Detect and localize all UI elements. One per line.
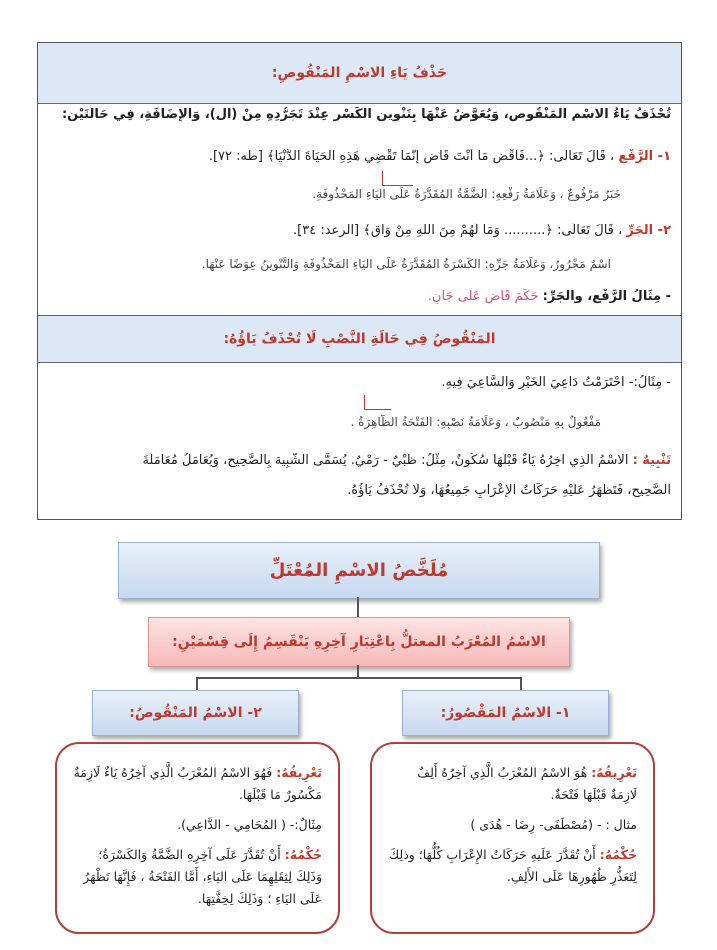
section2-arrow xyxy=(364,395,391,410)
note-line1 xyxy=(48,453,671,468)
case1-label: ١- الرَّفْعِ xyxy=(618,149,671,164)
grammar-sheet xyxy=(37,42,682,520)
category-manqus: ٢- الاسْمُ المَنْقُوصُ: xyxy=(92,690,299,736)
manqus-rule-label: حُكْمُهُ: xyxy=(284,847,322,862)
maqsur-rule-label: حُكْمُهُ: xyxy=(599,847,637,862)
section1-rule: تُحْذَفُ يَاءُ الاسْمِ المَنْقُوصِ، وَيُعَوَّضُ عَنْهَا بِتَنْوِينِ الكَسْرِ عِنْدَ تَجَرُّدِهِ مِنْ (ال)، وَالإِضَافَةِ، فِي حَالَتَيْنِ: xyxy=(61,107,671,122)
note-label: تَنْبِيهٌ : xyxy=(632,453,671,468)
manqus-rule-text: أَنْ تُقَدَّرَ عَلَى آخِرِهِ الضَّمَّةُ وَالكَسْرَةُ؛ وَذَلِكَ لِثِقَلِهِمَا عَلَى اليَاءِ، أَمَّا الفَتْحَةُ ، فَإِنَّهَا تَظْهَرُ عَلَى اليَاءِ ؛ وَذَلِكَ لِخِفَّتِهَا. xyxy=(83,847,322,906)
case2-text: ، قَالَ تَعَالَى: ﴿.......... وَمَا لَهُمْ مِنَ اللَّهِ مِنْ وَاقٍ﴾ [الرعد: ٣٤]. xyxy=(293,223,623,238)
case1-text: ، قَالَ تَعَالَى: ﴿...فَاقْضِ مَا أَنْتَ قَاضٍ إِنَّمَا تَقْضِي هَذِهِ الْحَيَاةَ الدُّنْيَا﴾ [طه: ٧٢]. xyxy=(208,149,615,164)
manqus-def-text: فَهُوَ الاسْمُ المُعْرَبُ الَّذِي آخِرُهُ يَاءٌ لَازِمَةٌ مَكْسُورٌ مَا قَبْلَهَا. xyxy=(73,765,322,802)
maqsur-def-text: هُوَ الاسْمُ المُعْرَبُ الَّذِي آخِرُهُ أَلِفٌ لَازِمَةٌ قَبْلَهَا فَتْحَةٌ. xyxy=(417,765,637,802)
manqus-example: مِثَالٌ:- ( المُحَامِي - الدَّاعِي). xyxy=(177,817,322,832)
connector-top xyxy=(357,597,359,617)
note-text1: الاسْمُ الَّذِي آخِرُهُ يَاءٌ قَبْلَهَا سُكُونٌ، مِثْلُ: ظَبْيٌ - رَمْيٌ. يُسَمَّى الشَّبِيهَ بِالصَّحِيحِ، وَيُعَامَلُ مُعَامَلَةَ xyxy=(142,453,629,468)
connector-mid xyxy=(357,665,359,677)
section2-example-note: مَفْعُولٌ بِهِ مَنْصُوبٌ ، وَعَلَامَةُ نَصْبِهِ: الفَتْحَةُ الظَّاهِرَةُ . xyxy=(350,415,601,429)
connector-right xyxy=(520,677,522,690)
note-line2: الصَّحِيحِ، فَتَظْهَرُ عَلَيْهِ حَرَكَاتُ الإِعْرَابِ جَمِيعُهَا، وَلَا تُحْذَفُ يَاؤُهُ. xyxy=(347,483,671,498)
summary-subtitle: الاسْمُ المُعْرَبُ المعتلُّ بِاعْتِبَارِ آخِرِهِ يَنْقَسِمُ إِلَى قِسْمَيْنِ: xyxy=(148,617,570,667)
section1-header: حَذْفُ يَاءِ الاسْمِ المَنْقُوصِ: xyxy=(38,43,681,104)
maqsur-example: مثال : - (مُصْطَفَى- رِضَا - هُدَى ) xyxy=(470,817,637,832)
section2-header: المَنْقُوصُ فِي حَالَةِ النَّصْبِ لَا تُحْذَفُ يَاؤُهُ: xyxy=(38,315,681,363)
category-maqsur: ١- الاسْمُ المَقْصُورُ: xyxy=(402,690,609,736)
maqsur-rule-text: أَنْ تُقَدَّرَ عَلَيهِ حَرَكَاتُ الإِعْرَابِ كُلُّهَا؛ وذلِكَ لِتَعَذُّرِ ظُهُورِهَا عَلَى الأَلِفِ. xyxy=(388,847,637,884)
case1-note: خَبَرٌ مَرْفُوعٌ ، وَعَلَامَةُ رَفْعِهِ: الضَّمَّةُ المُقَدَّرَةُ عَلَى اليَاءِ المَحْذُوفَةِ. xyxy=(312,187,621,201)
summary-title: مُلَخَّصُ الاسْمِ المُعْتَلِّ xyxy=(118,542,600,599)
case2 xyxy=(48,223,671,238)
section2-example: - مِثَالُ:- احْتَرَمْتُ دَاعِيَ الخَيْرِ وَالسَّاعِيَ فِيهِ. xyxy=(441,375,671,390)
example-label: - مِثَالُ الرَّفْعِ، والجَرِّ: xyxy=(542,289,671,304)
manqus-def-label: تَعْرِيفُهُ: xyxy=(276,765,322,780)
card-maqsur xyxy=(370,742,655,934)
connector-left xyxy=(196,677,198,690)
connector-horizontal xyxy=(196,677,522,679)
case2-note: اسْمٌ مَجْرُورٌ، وَعَلَامَةُ جَرِّهِ: الكَسْرَةُ المُقَدَّرَةُ عَلَى اليَاءِ المَحْذُوفَةِ وَالتَّنْوِينُ عِوَضًا عَنْهَا. xyxy=(201,257,611,271)
case1-arrow xyxy=(382,171,413,186)
case2-label: ٢- الجَرِّ xyxy=(626,223,671,238)
example-text: حَكَمَ قَاضٍ عَلَى جَانٍ. xyxy=(427,289,539,304)
example-line xyxy=(48,289,671,304)
card-manqus xyxy=(55,742,340,934)
maqsur-def-label: تَعْرِيفُهُ: xyxy=(591,765,637,780)
case1 xyxy=(48,149,671,164)
